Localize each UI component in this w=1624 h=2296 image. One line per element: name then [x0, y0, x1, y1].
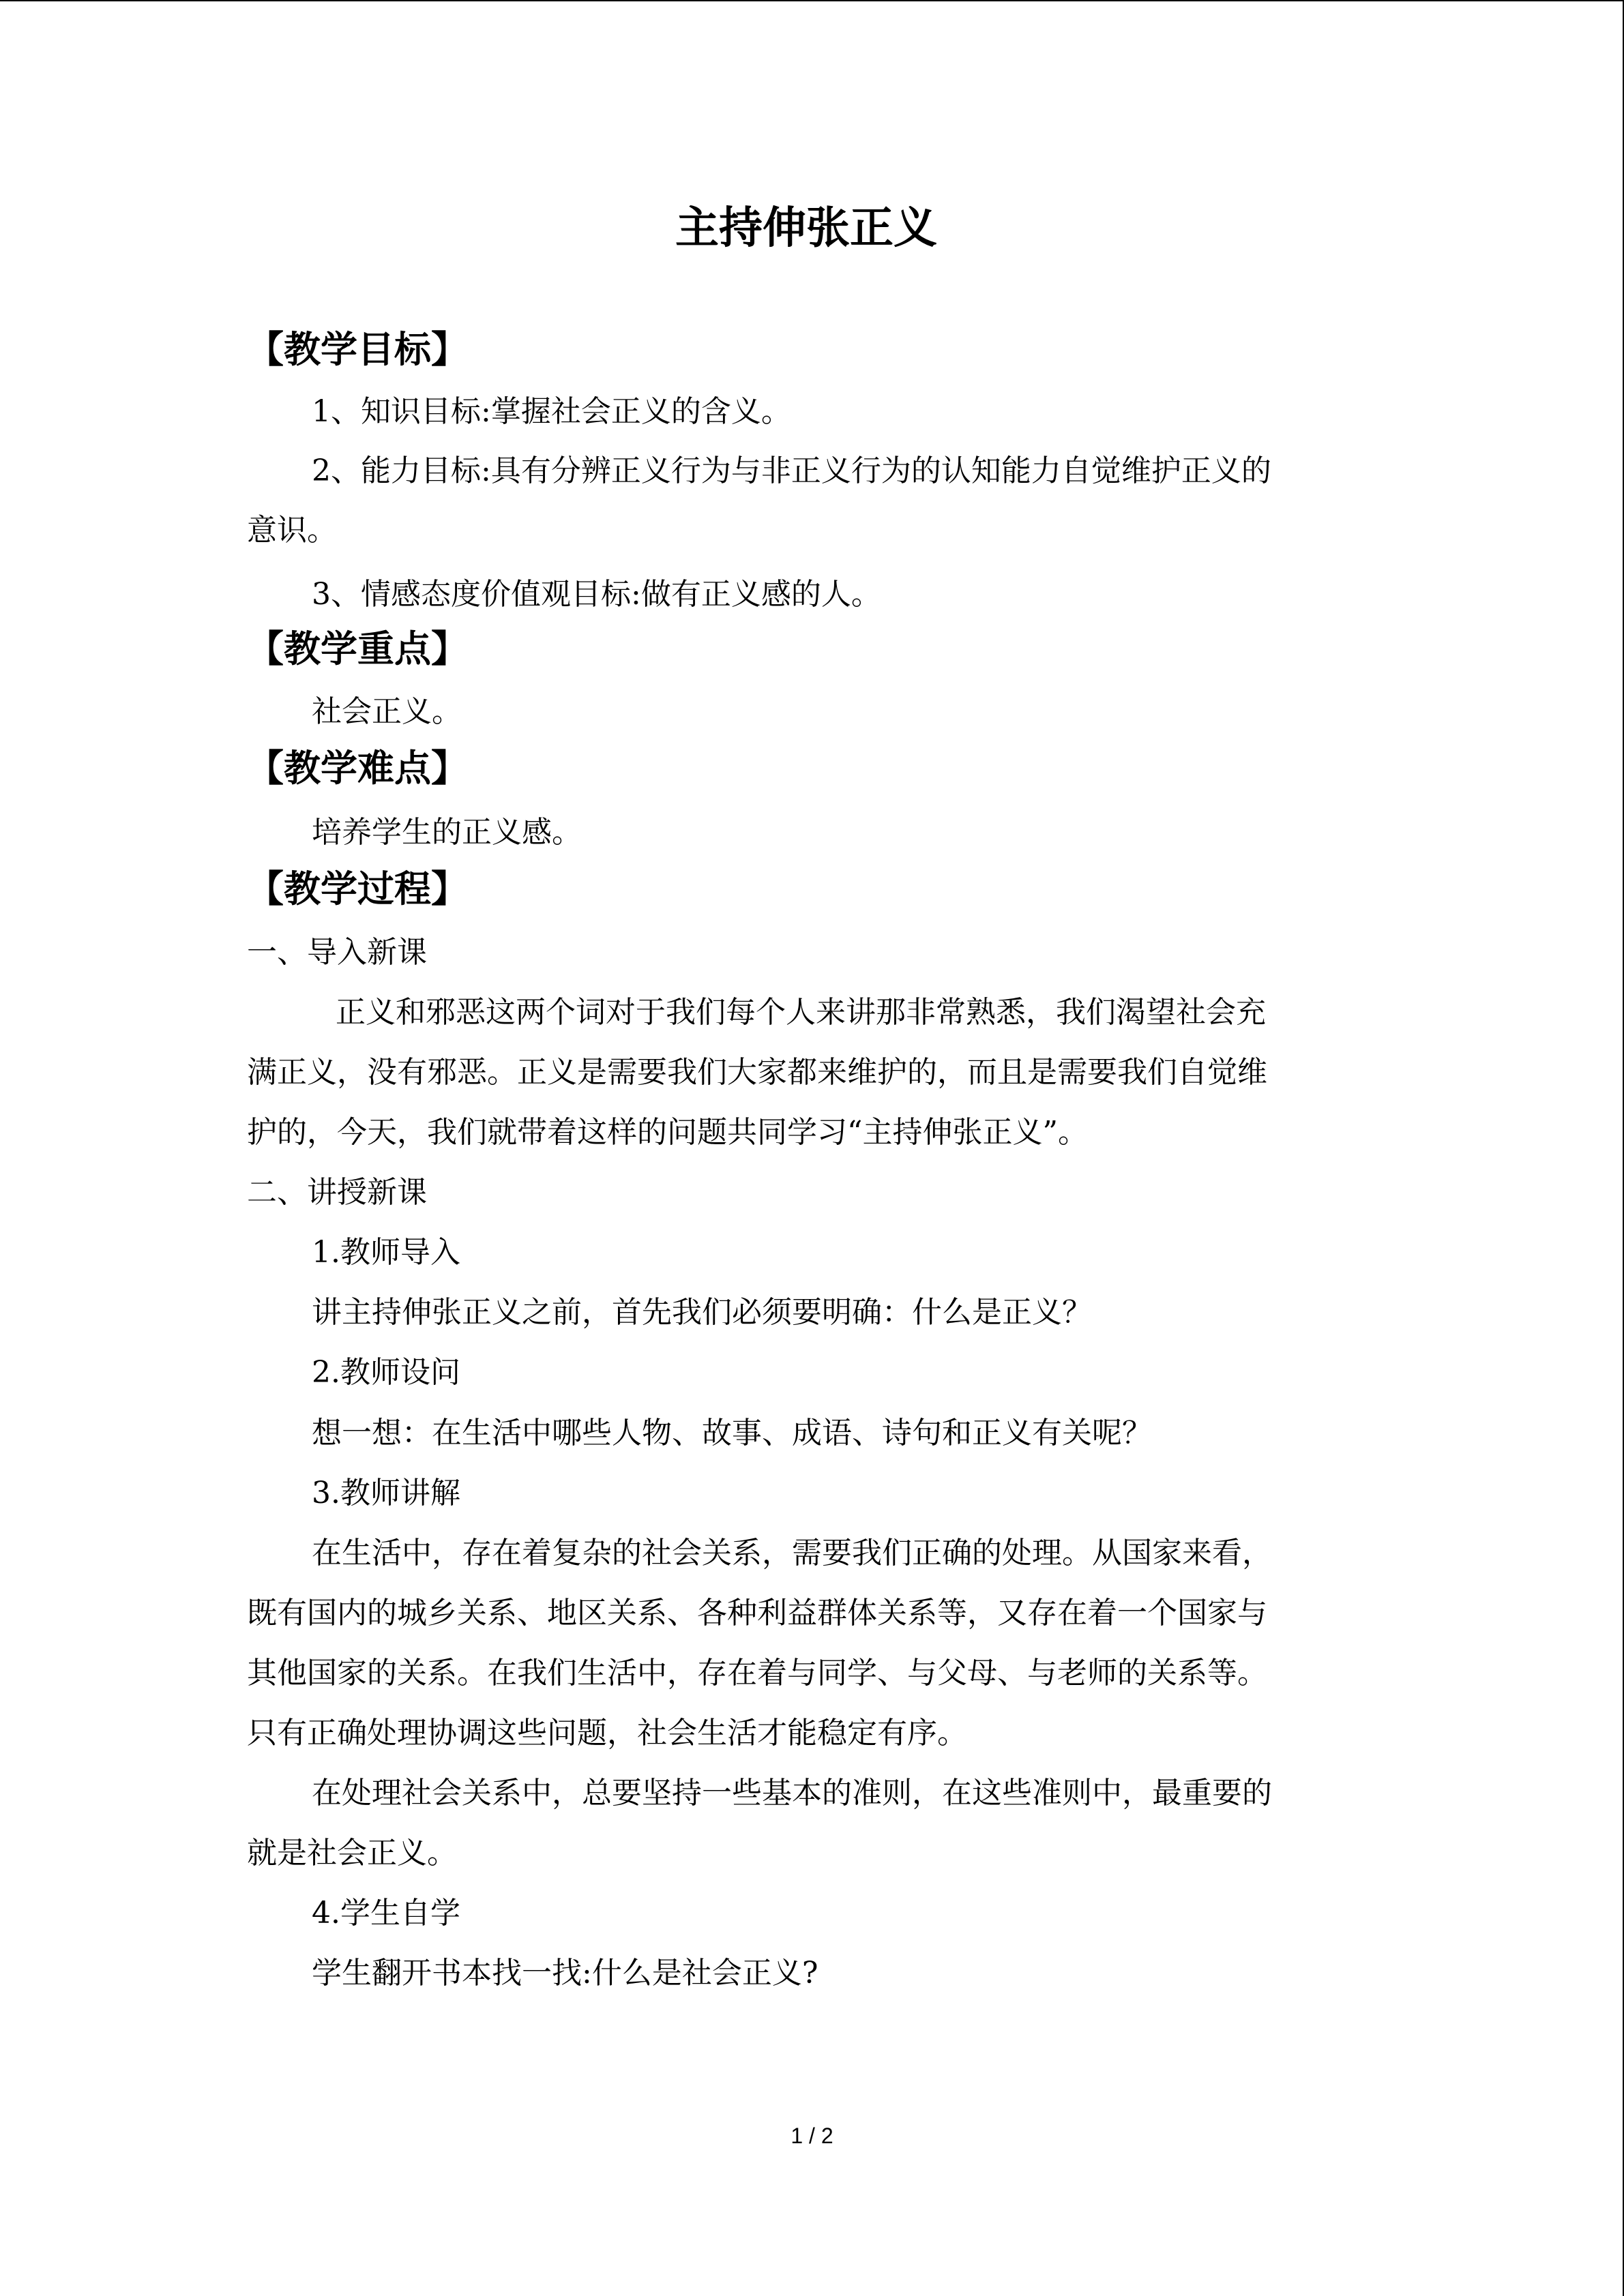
page-number: 1 / 2	[791, 2123, 833, 2148]
step-3-paragraph-1-line-4: 只有正确处理协调这些问题，社会生活才能稳定有序。	[247, 1716, 967, 1750]
objective-item-2-line-1: 2、能力目标:具有分辨正义行为与非正义行为的认知能力自觉维护正义的	[312, 453, 1271, 488]
step-1-text: 讲主持伸张正义之前，首先我们必须要明确：什么是正义？	[312, 1295, 1092, 1330]
step-3-paragraph-2-line-2: 就是社会正义。	[247, 1836, 457, 1870]
objective-item-1: 1、知识目标:掌握社会正义的含义。	[312, 394, 791, 429]
objective-item-3: 3、情感态度价值观目标:做有正义感的人。	[312, 577, 881, 612]
document-title: 主持伸张正义	[675, 203, 937, 254]
step-4-text: 学生翻开书本找一找:什么是社会正义?	[312, 1956, 818, 1991]
part-1-paragraph-line-2: 满正义，没有邪恶。正义是需要我们大家都来维护的，而且是需要我们自觉维	[247, 1055, 1267, 1090]
difficulties-text: 培养学生的正义感。	[312, 815, 582, 850]
step-3-paragraph-1-line-1: 在生活中，存在着复杂的社会关系，需要我们正确的处理。从国家来看，	[312, 1536, 1272, 1570]
part-1-paragraph-line-1: 正义和邪恶这两个词对于我们每个人来讲那非常熟悉，我们渴望社会充	[336, 995, 1266, 1030]
part-1-title: 一、导入新课	[247, 935, 427, 970]
step-2-text: 想一想：在生活中哪些人物、故事、成语、诗句和正义有关呢？	[312, 1416, 1152, 1450]
step-3-paragraph-1-line-2: 既有国内的城乡关系、地区关系、各种利益群体关系等，又存在着一个国家与	[247, 1596, 1267, 1630]
step-3-title: 3.教师讲解	[312, 1476, 460, 1510]
key-points-text: 社会正义。	[312, 694, 462, 729]
step-4-title: 4.学生自学	[312, 1896, 460, 1930]
objectives-heading: 【教学目标】	[247, 328, 468, 371]
key-points-heading: 【教学重点】	[247, 627, 468, 670]
part-2-title: 二、讲授新课	[247, 1175, 427, 1210]
step-3-paragraph-2-line-1: 在处理社会关系中，总要坚持一些基本的准则，在这些准则中，最重要的	[312, 1776, 1272, 1810]
step-3-paragraph-1-line-3: 其他国家的关系。在我们生活中，存在着与同学、与父母、与老师的关系等。	[247, 1656, 1267, 1690]
step-1-title: 1.教师导入	[312, 1235, 460, 1270]
step-2-title: 2.教师设问	[312, 1355, 460, 1390]
part-1-paragraph-line-3: 护的，今天，我们就带着这样的问题共同学习“主持伸张正义”。	[247, 1115, 1088, 1150]
objective-item-2-line-2: 意识。	[247, 513, 337, 548]
difficulties-heading: 【教学难点】	[247, 747, 468, 790]
process-heading: 【教学过程】	[247, 867, 468, 910]
